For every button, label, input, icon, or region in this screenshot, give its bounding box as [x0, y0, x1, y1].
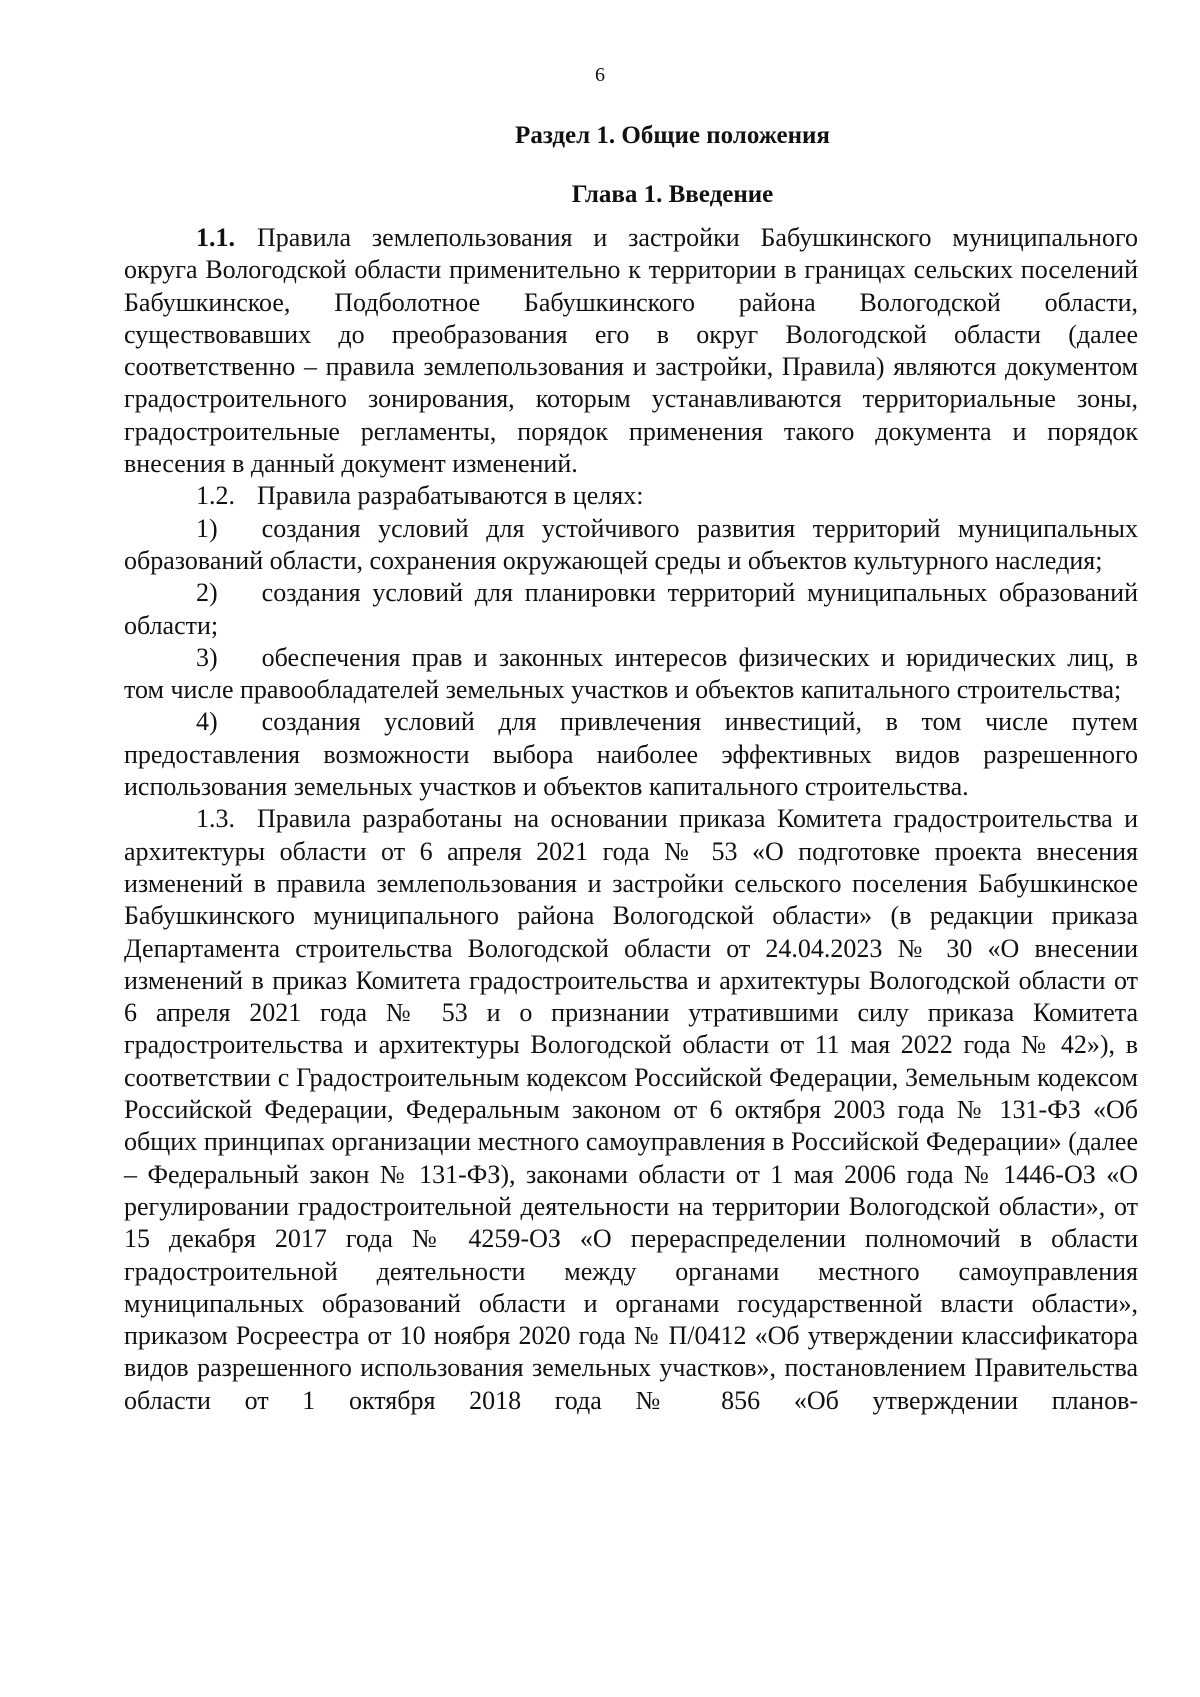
list-item-1 [124, 513, 1138, 578]
list-item-4 [124, 706, 1138, 803]
list-text: создания условий для привлечения инвестиций, в том числе путем предоставления возможности выбора наиболее эффективных видов разрешенного использования земельных участков и объектов капитального строительства. [124, 707, 1138, 802]
paragraph-number: 1.3. [196, 804, 235, 834]
list-text: обеспечения прав и законных интересов физических и юридических лиц, в том числе правообладателей земельных участков и объектов капитального строительства; [124, 642, 1138, 705]
paragraph-text: Правила разрабатываются в целях: [257, 481, 644, 511]
list-item-2 [124, 577, 1138, 642]
list-number: 1) [196, 513, 218, 543]
list-number: 4) [196, 707, 218, 737]
list-text: создания условий для устойчивого развития территорий муниципальных образований области, сохранения окружающей среды и объектов культурного наследия; [124, 513, 1138, 575]
document-body [124, 222, 1138, 1417]
list-item-3 [124, 642, 1138, 707]
list-number: 2) [196, 578, 218, 608]
section-title: Раздел 1. Общие положения [515, 122, 830, 149]
chapter-title: Глава 1. Введение [571, 181, 774, 208]
paragraph-number: 1.1. [196, 223, 235, 252]
paragraph-1-2 [124, 480, 1138, 512]
paragraph-text: Правила землепользования и застройки Бабушкинского муниципального округа Вологодской области применительно к территории в границах сельских поселений Бабушкинское, Подболотное Бабушкинского района Вологодской области, существовавших до преобразования его в округ Вологодской области (далее соответственно – правила землепользования и застройки, Правила) являются документом градостроительного зонирования, которым устанавливаются территориальные зоны, градостроительные регламенты, порядок применения такого документа и порядок внесения в данный документ изменений. [124, 223, 1138, 479]
page-number: 6 [595, 64, 605, 86]
paragraph-1-1 [124, 222, 1138, 480]
list-number: 3) [196, 642, 218, 672]
paragraph-text: Правила разработаны на основании приказа Комитета градостроительства и архитектуры области от 6 апреля 2021 года № 53 «О подготовке проекта внесения изменений в правила землепользования и застройки сельского поселения Бабушкинское Бабушкинского муниципального района Вологодской области» (в редакции приказа Департамента строительства Вологодской области от 24.04.2023 № 30 «О внесении изменений в приказ Комитета градостроительства и архитектуры Вологодской области от 6 апреля 2021 года № 53 и о признании утратившими силу приказа Комитета градостроительства и архитектуры Вологодской области от 11 мая 2022 года № 42»), в соответствии с Градостроительным кодексом Российской Федерации, Земельным кодексом Российской Федерации, Федеральным законом от 6 октября 2003 года № 131-ФЗ «Об общих принципах организации местного самоуправления в Российской Федерации» (далее – Федеральный закон № 131-ФЗ), законами области от 1 мая 2006 года № 1446-ОЗ «О регулировании градостроительной деятельности на территории Вологодской области», от 15 декабря 2017 года № 4259-ОЗ «О перераспределении полномочий в области градостроительной деятельности между органами местного самоуправления муниципальных образований области и органами государственной власти области», приказом Росреестра от 10 ноября 2020 года № П/0412 «Об утверждении классификатора видов разрешенного использования земельных участков», постановлением Правительства области от 1 октября 2018 года № 856 «Об утверждении планов- [124, 804, 1138, 1415]
list-text: создания условий для планировки территорий муниципальных образований области; [124, 578, 1138, 640]
paragraph-1-3 [124, 803, 1138, 1417]
paragraph-number: 1.2. [196, 481, 235, 511]
